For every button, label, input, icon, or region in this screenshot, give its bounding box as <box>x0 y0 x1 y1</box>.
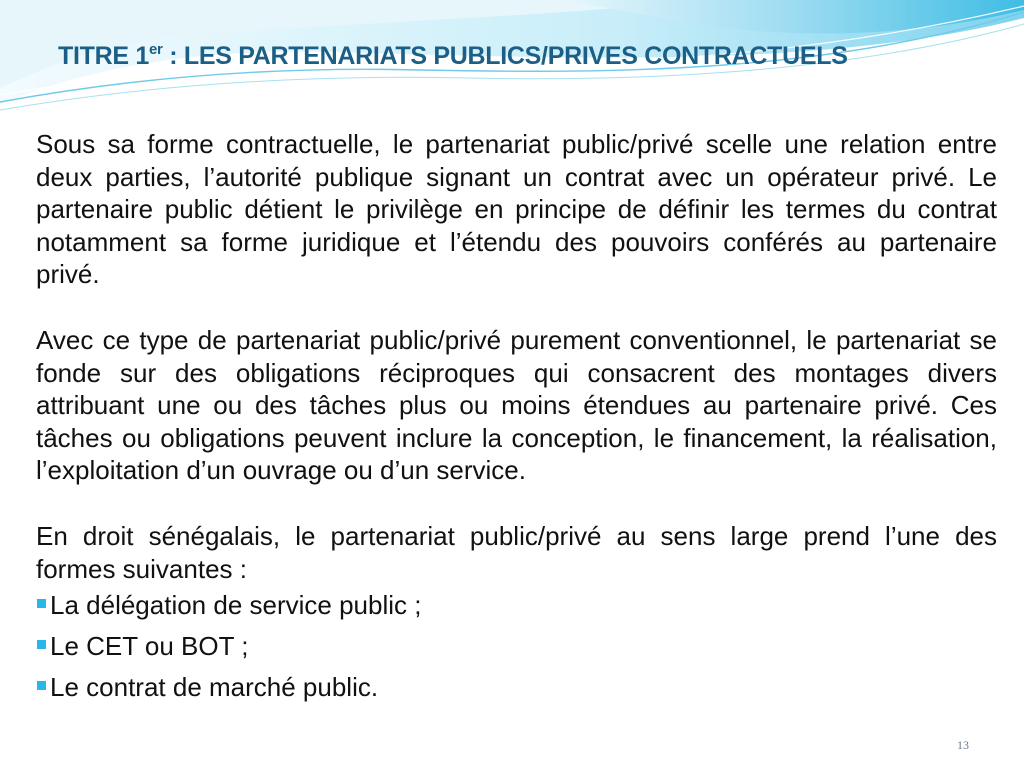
bullet-text: Le contrat de marché public. <box>50 672 379 703</box>
square-bullet-icon <box>37 681 46 690</box>
page-number: 13 <box>957 738 969 752</box>
slide-body <box>36 128 997 708</box>
bullet-text: La délégation de service public ; <box>50 590 422 621</box>
bullet-text: Le CET ou BOT ; <box>50 631 249 662</box>
slide-title <box>58 42 998 71</box>
bullet-list <box>36 585 997 708</box>
title-superscript: er <box>148 41 163 58</box>
title-rest: : LES PARTENARIATS PUBLICS/PRIVES CONTRACTUELS <box>162 42 848 70</box>
bullet-item <box>36 626 997 667</box>
bullet-item <box>36 585 997 626</box>
title-main: TITRE 1 <box>58 42 149 70</box>
paragraph-1: Sous sa forme contractuelle, le partenariat public/privé scelle une relation entre deux parties, l’autorité publique signant un contrat avec un opérateur privé. Le partenaire public détient le privilège en principe de définir les termes du contrat notamment sa forme juridique et l’étendu des pouvoirs conférés au partenaire privé. <box>36 129 997 290</box>
square-bullet-icon <box>37 599 46 608</box>
paragraph-2: Avec ce type de partenariat public/privé purement conventionnel, le partenariat se fonde sur des obligations réciproques qui consacrent des montages divers attribuant une ou des tâches plus ou moins étendues au partenaire privé. Ces tâches ou obligations peuvent inclure la conception, le financement, la réalisation, l’exploitation d’un ouvrage ou d’un service. <box>36 324 997 486</box>
square-bullet-icon <box>37 640 46 649</box>
bullet-item <box>36 667 997 708</box>
paragraph-3: En droit sénégalais, le partenariat public/privé au sens large prend l’une des formes suivantes : <box>36 520 997 584</box>
